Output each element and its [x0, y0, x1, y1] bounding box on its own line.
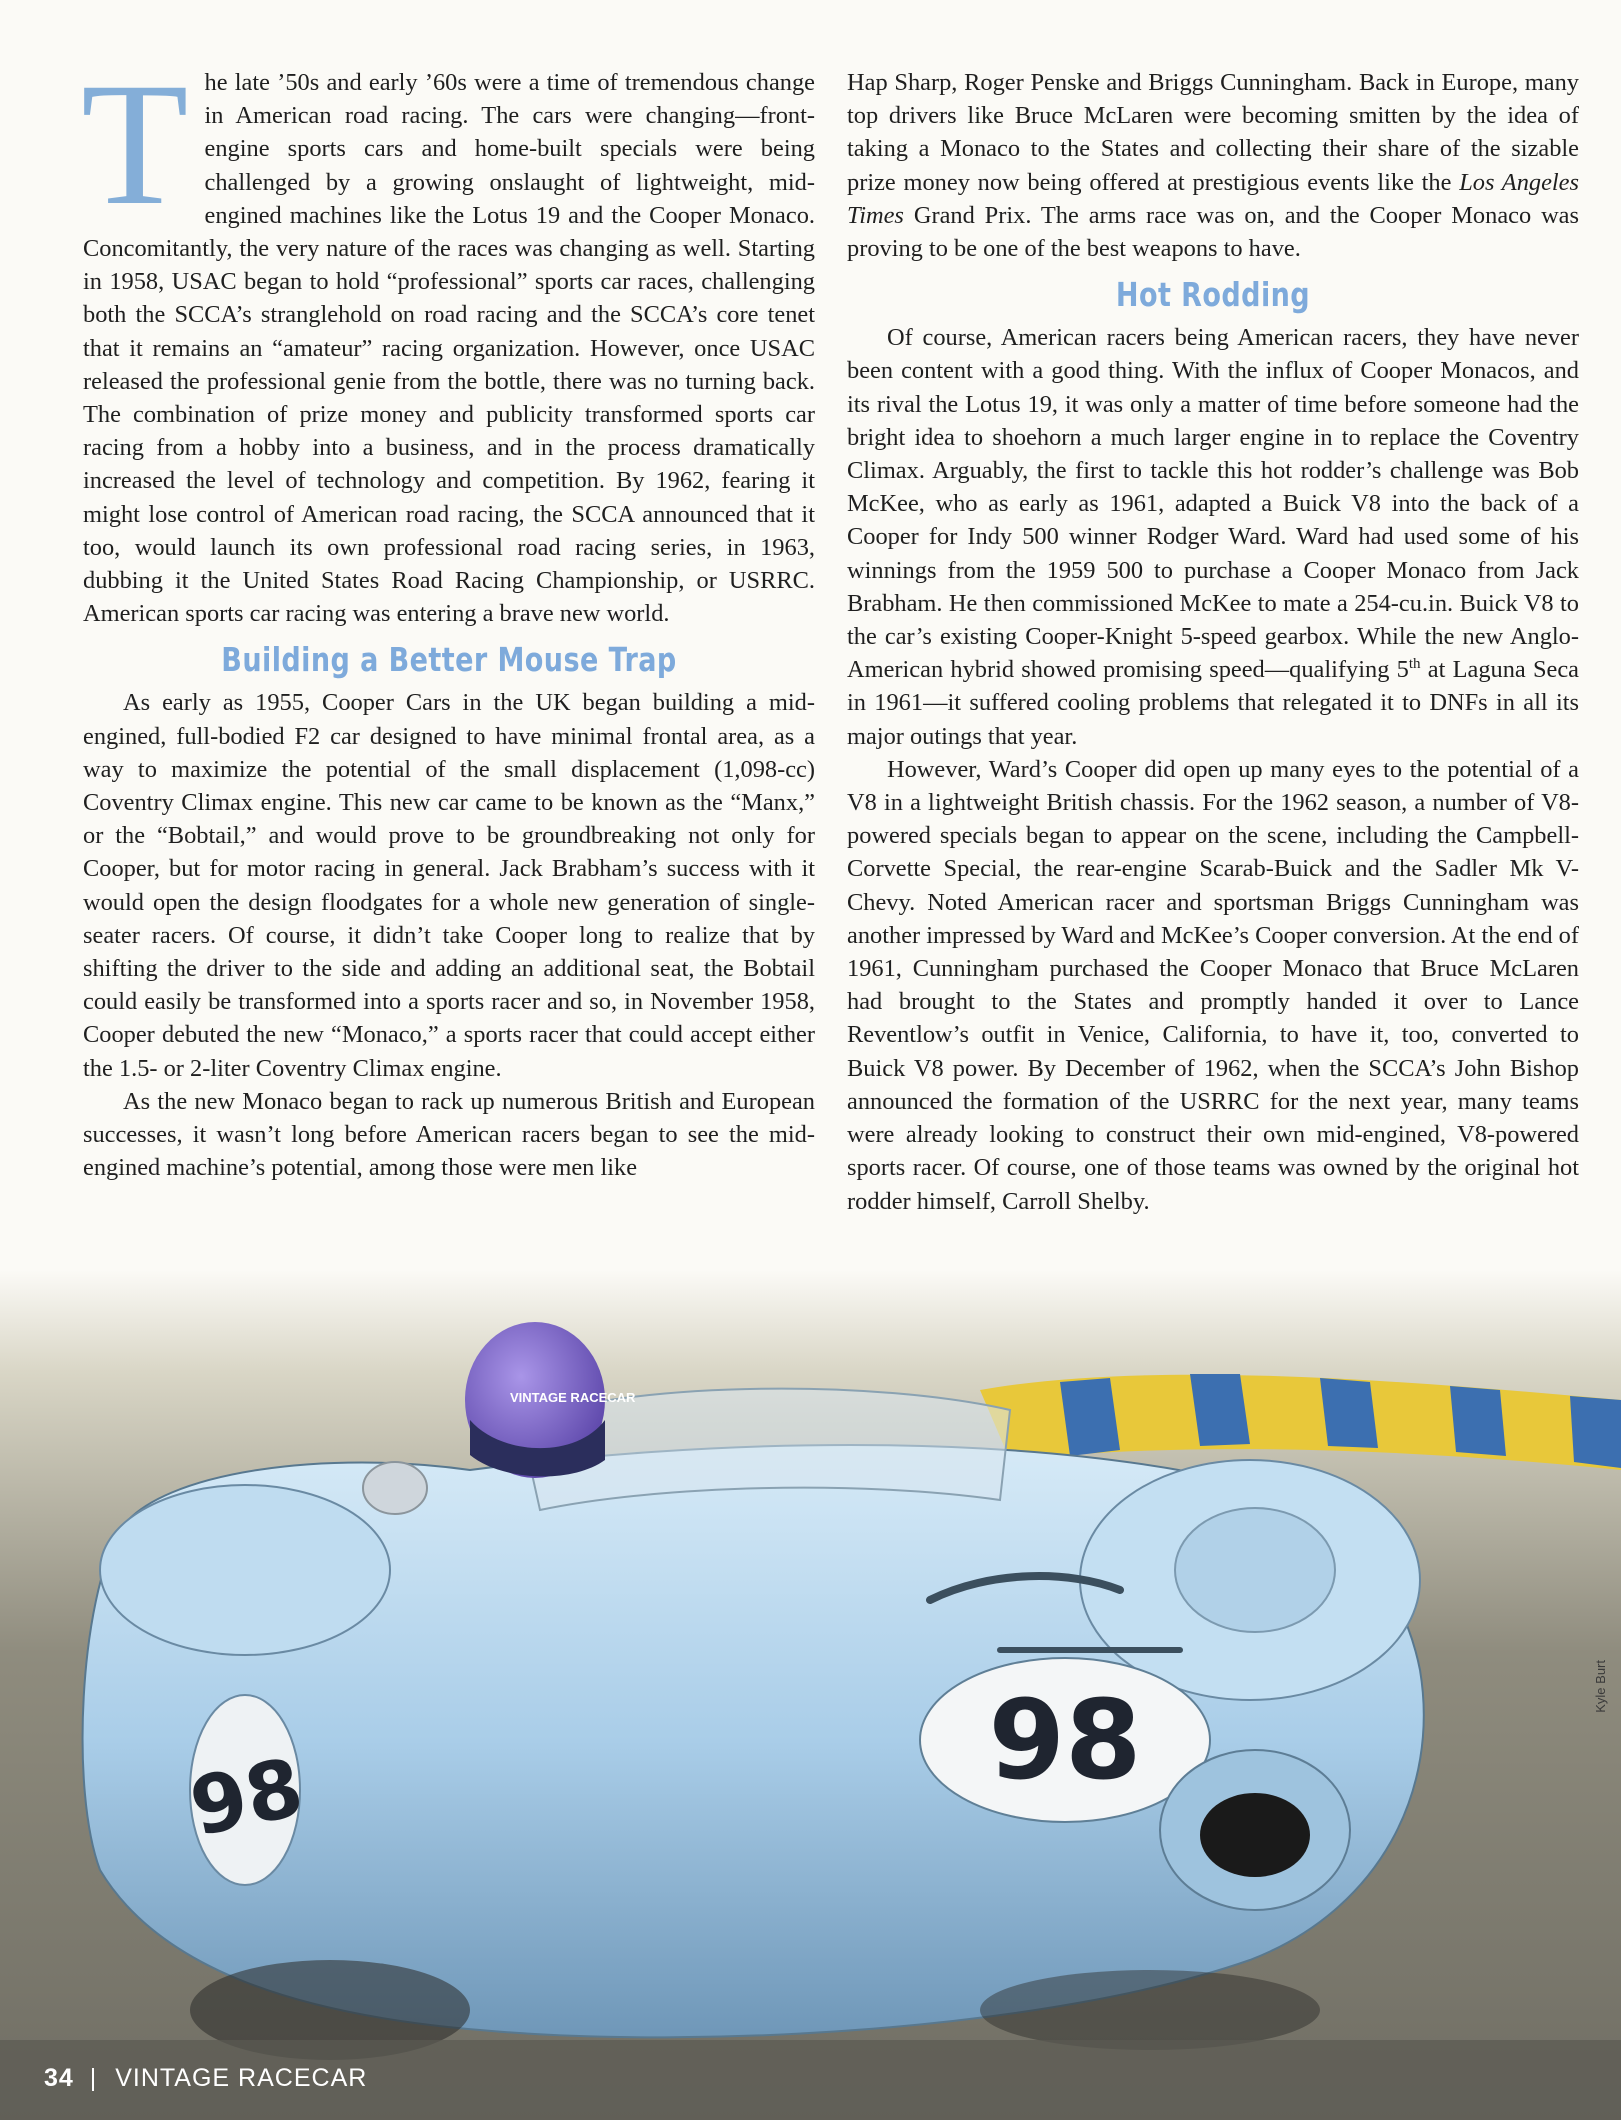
- left-column: [81, 47, 815, 1185]
- car-number: 98: [988, 1676, 1142, 1804]
- body-paragraph: As early as 1955, Cooper Cars in the UK began building a mid-engined, full-bodied F2 car designed to have minimal frontal area, as a way to maximize the potential of the small displacement (1,098-cc) Coventry Climax engine. This new car came to be known as the “Manx,” or the “Bobtail,” and would prove to be groundbreaking not only for Cooper, but for motor racing in general. Jack Brabham’s success with it would open the design floodgates for a whole new generation of single-seater racers. Of course, it didn’t take Cooper long to realize that by shifting the driver to the side and adding an additional seat, the Bobtail could easily be transformed into a sports racer and so, in November 1958, Cooper debuted the new “Monaco,” a sports racer that could accept either the 1.5- or 2-liter Coventry Climax engine.: [83, 689, 815, 1082]
- footer-separator: |: [89, 2064, 98, 2092]
- magazine-name: VINTAGE RACECAR: [115, 2064, 368, 2092]
- race-car-photo: [0, 1270, 1621, 2120]
- drop-cap: T: [81, 47, 189, 242]
- text-run: Of course, American racers being American racers, they have never been content with a good thing. With the influx of Cooper Monacos, and its rival the Lotus 19, it was only a matter of time before someone had the bright idea to shoehorn a much larger engine in to replace the Coventry Climax. Arguably, the first to tackle this hot rodder’s challenge was Bob McKee, who as early as 1961, adapted a Buick V8 into the back of a Cooper for Indy 500 winner Rodger Ward. Ward had used some of his winnings from the 1959 500 to purchase a Cooper Monaco from Jack Brabham. He then commissioned McKee to mate a 254-cu.in. Buick V8 to the car’s existing Cooper-Knight 5-speed gearbox. While the new Anglo-American hybrid showed promising speed—qualifying 5: [847, 324, 1579, 684]
- right-column: [847, 66, 1579, 1218]
- body-paragraph: [847, 321, 1579, 753]
- helmet-text: VINTAGE RACECAR: [510, 1390, 636, 1405]
- superscript: th: [1408, 656, 1421, 673]
- body-paragraph: However, Ward’s Cooper did open up many eyes to the potential of a V8 in a lightweight British chassis. For the 1962 season, a number of V8-powered specials began to appear on the scene, including the Campbell-Corvette Special, the rear-engine Scarab-Buick and the Sadler Mk V-Chevy. Noted American racer and sportsman Briggs Cunningham was another impressed by Ward and McKee’s Cooper conversion. At the end of 1961, Cunningham purchased the Cooper Monaco that Bruce McLaren had brought to the States and promptly handed it over to Lance Reventlow’s outfit in Venice, California, to have it, too, converted to Buick V8 power. By December of 1962, when the SCCA’s John Bishop announced the formation of the USRRC for the next year, many teams were already looking to construct their own mid-engined, V8-powered sports racer. Of course, one of those teams was owned by the original hot rodder himself, Carroll Shelby.: [847, 755, 1579, 1215]
- side-number: 98: [182, 1740, 311, 1855]
- text-run: at Laguna Seca in 1961—it suffered cooling problems that relegated it to DNFs in all its major outings that year.: [847, 656, 1580, 750]
- section-heading-mouse-trap: Building a Better Mouse Trap: [221, 640, 677, 680]
- page-footer: [44, 2064, 367, 2093]
- photo-credit: Kyle Burt: [1593, 1660, 1608, 1713]
- race-car-illustration: [0, 1270, 1621, 2120]
- section-heading-hot-rodding: Hot Rodding: [1115, 275, 1311, 315]
- intro-paragraph: he late ’50s and early ’60s were a time of tremendous change in American road racing. The cars were changing—front-engine sports cars and home-built specials were being challenged by a growing onslaught of lightweight, mid-engined machines like the Lotus 19 and the Cooper Monaco. Concomitantly, the very nature of the races was changing as well. Starting in 1958, USAC began to hold “professional” sports car races, challenging both the SCCA’s stranglehold on road racing and the SCCA’s core tenet that it remains an “amateur” racing organization. However, once USAC released the professional genie from the bottle, there was no turning back. The combination of prize money and publicity transformed sports car racing from a hobby into a business, and in the process dramatically increased the level of technology and competition. By 1962, fearing it might lose control of American road racing, the SCCA announced that it too, would launch its own professional road racing series, in 1963, dubbing it the United States Road Racing Championship, or USRRC. American sports car racing was entering a brave new world.: [83, 69, 815, 628]
- text-run: Hap Sharp, Roger Penske and Briggs Cunningham. Back in Europe, many top drivers like Bruce McLaren were becoming smitten by the idea of taking a Monaco to the States and collecting their share of the sizable prize money now being offered at prestigious events like the: [847, 69, 1579, 196]
- body-paragraph: [847, 66, 1579, 265]
- text-run: Grand Prix. The arms race was on, and the Cooper Monaco was proving to be one of the best weapons to have.: [847, 201, 1579, 263]
- body-paragraph: As the new Monaco began to rack up numerous British and European successes, it wasn’t long before American racers began to see the mid-engined machine’s potential, among those were men like: [83, 1087, 815, 1182]
- page-number: 34: [44, 2064, 74, 2092]
- publication-name: Los Angeles Times: [847, 168, 1579, 229]
